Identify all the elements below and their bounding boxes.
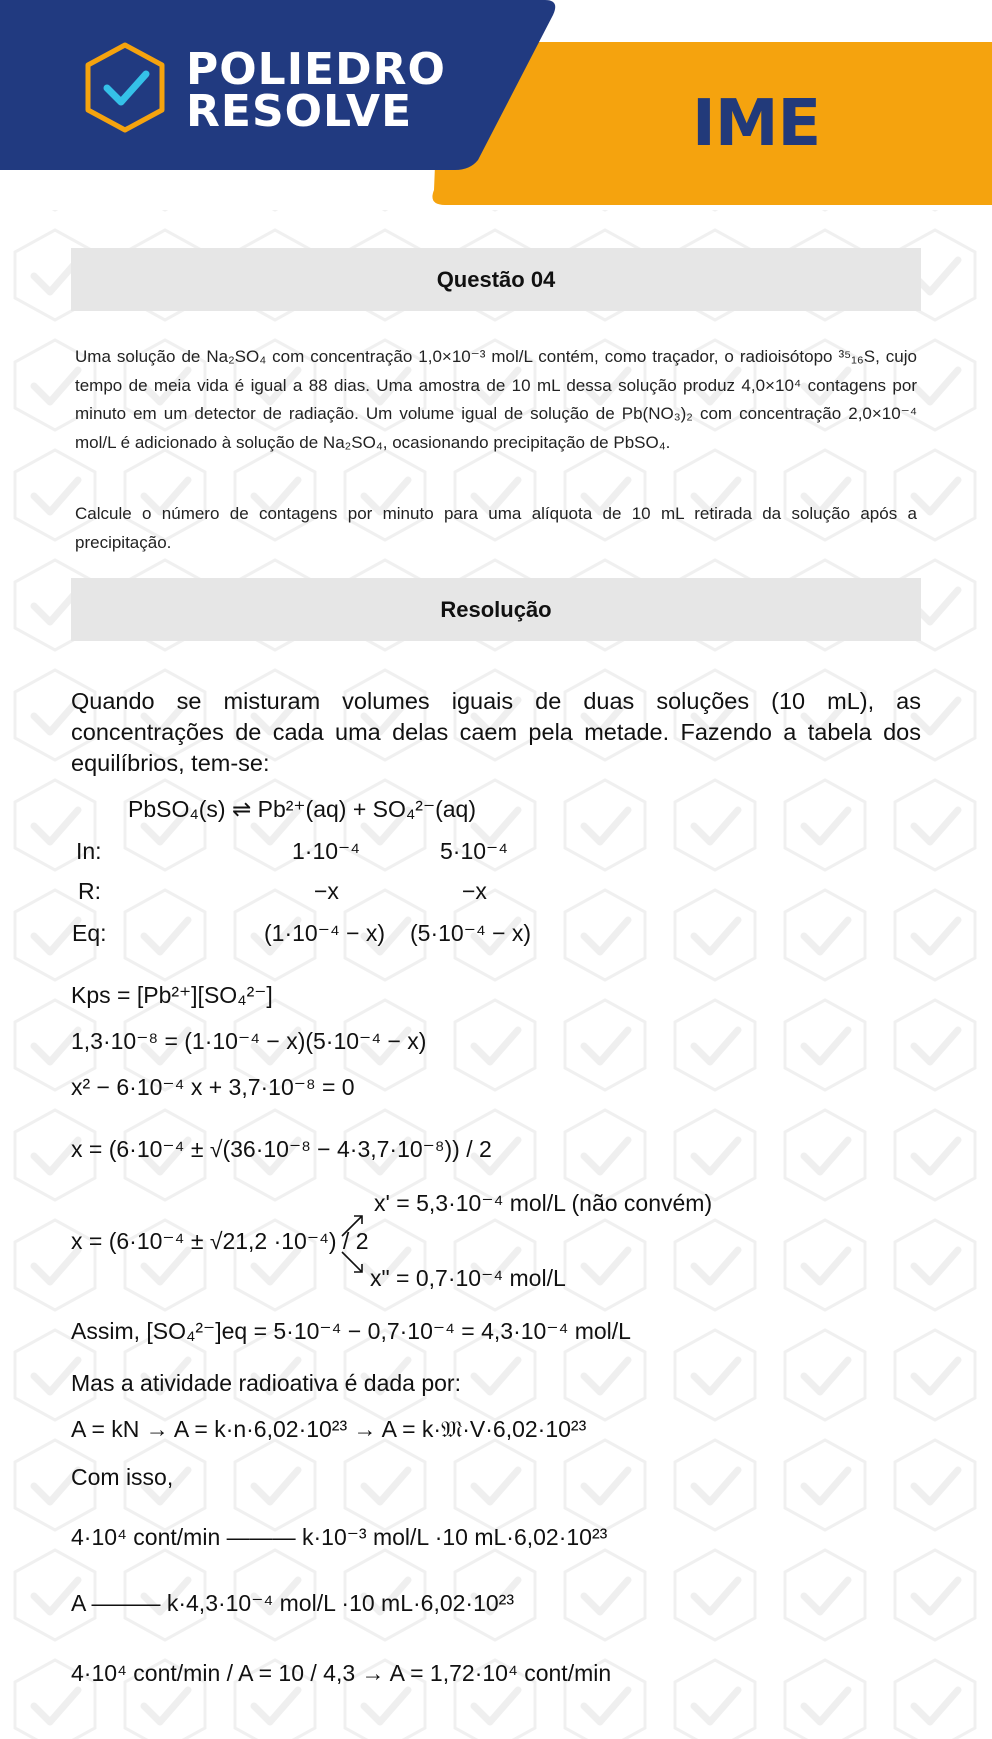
- row-r-so4: −x: [462, 878, 487, 904]
- eq-kps: Kps = [Pb²⁺][SO₄²⁻]: [71, 982, 273, 1008]
- rule-of-three-row-2: A ——— k·4,3·10⁻⁴ mol/L ·10 mL·6,02·10²³: [71, 1590, 514, 1616]
- question-paragraph-1: Uma solução de Na₂SO₄ com concentração 1,0×10⁻³ mol/L contém, como traçador, o radioisótopo ³⁵₁₆S, cujo tempo de meia vida é igual a 88 dias. Uma amostra de 10 mL dessa solução produz 4,0×10⁴ contagens por minuto em um detector de radiação. Um volume igual de solução de Pb(NO₃)₂ com concentração 2,0×10⁻⁴ mol/L é adicionado à solução de Na₂SO₄, ocasionando precipitação de PbSO₄.: [75, 347, 917, 452]
- resolution-intro: Quando se misturam volumes iguais de duas soluções (10 mL), as concentrações de cada uma delas caem pela metade. Fazendo a tabela dos equilíbrios, tem-se:: [71, 688, 921, 776]
- eq-root-2: x" = 0,7·10⁻⁴ mol/L: [370, 1265, 566, 1291]
- eq-bhaskara-2: x = (6·10⁻⁴ ± √21,2 ·10⁻⁴) / 2: [71, 1228, 369, 1254]
- activity-text: Mas a atividade radioativa é dada por:: [71, 1370, 461, 1396]
- equilibrium-reaction: PbSO₄(s) ⇌ Pb²⁺(aq) + SO₄²⁻(aq): [128, 796, 476, 822]
- eq-bhaskara: x = (6·10⁻⁴ ± √(36·10⁻⁸ − 4·3,7·10⁻⁸)) / 2: [71, 1136, 492, 1162]
- row-eq-so4: (5·10⁻⁴ − x): [410, 920, 532, 946]
- rule-of-three-row-1: 4·10⁴ cont/min ——— k·10⁻³ mol/L ·10 mL·6,02·10²³: [71, 1524, 608, 1550]
- row-in-so4: 5·10⁻⁴: [440, 838, 509, 864]
- row-eq-label: Eq:: [72, 920, 107, 946]
- eq-kps-value: 1,3·10⁻⁸ = (1·10⁻⁴ − x)(5·10⁻⁴ − x): [71, 1028, 427, 1054]
- question-paragraph-2: Calcule o número de contagens por minuto para uma alíquota de 10 mL retirada da solução após a precipitação.: [75, 504, 917, 552]
- row-r-label: R:: [78, 878, 101, 904]
- brand-line-2: RESOLVE: [186, 86, 413, 137]
- eq-quadratic: x² − 6·10⁻⁴ x + 3,7·10⁻⁸ = 0: [71, 1074, 355, 1100]
- eq-root-1: x' = 5,3·10⁻⁴ mol/L (não convém): [374, 1190, 713, 1216]
- row-in-label: In:: [76, 838, 102, 864]
- eq-activity: A = kN → A = k·n·6,02·10²³ → A = k·𝔐·V·6,02·10²³: [71, 1416, 587, 1442]
- exam-title: IME: [692, 87, 821, 161]
- brand-line-1: POLIEDRO: [186, 44, 446, 95]
- com-isso-text: Com isso,: [71, 1464, 174, 1490]
- eq-final-answer: 4·10⁴ cont/min / A = 10 / 4,3 → A = 1,72·10⁴ cont/min: [71, 1660, 612, 1686]
- question-title: Questão 04: [71, 248, 921, 311]
- row-eq-pb: (1·10⁻⁴ − x): [264, 920, 386, 946]
- eq-assim: Assim, [SO₄²⁻]eq = 5·10⁻⁴ − 0,7·10⁻⁴ = 4,3·10⁻⁴ mol/L: [71, 1318, 631, 1344]
- check-shield-icon: [80, 40, 170, 135]
- resolution-title: Resolução: [71, 578, 921, 641]
- row-in-pb: 1·10⁻⁴: [292, 838, 361, 864]
- branch-arrows-icon: [338, 1208, 368, 1278]
- row-r-pb: −x: [314, 878, 339, 904]
